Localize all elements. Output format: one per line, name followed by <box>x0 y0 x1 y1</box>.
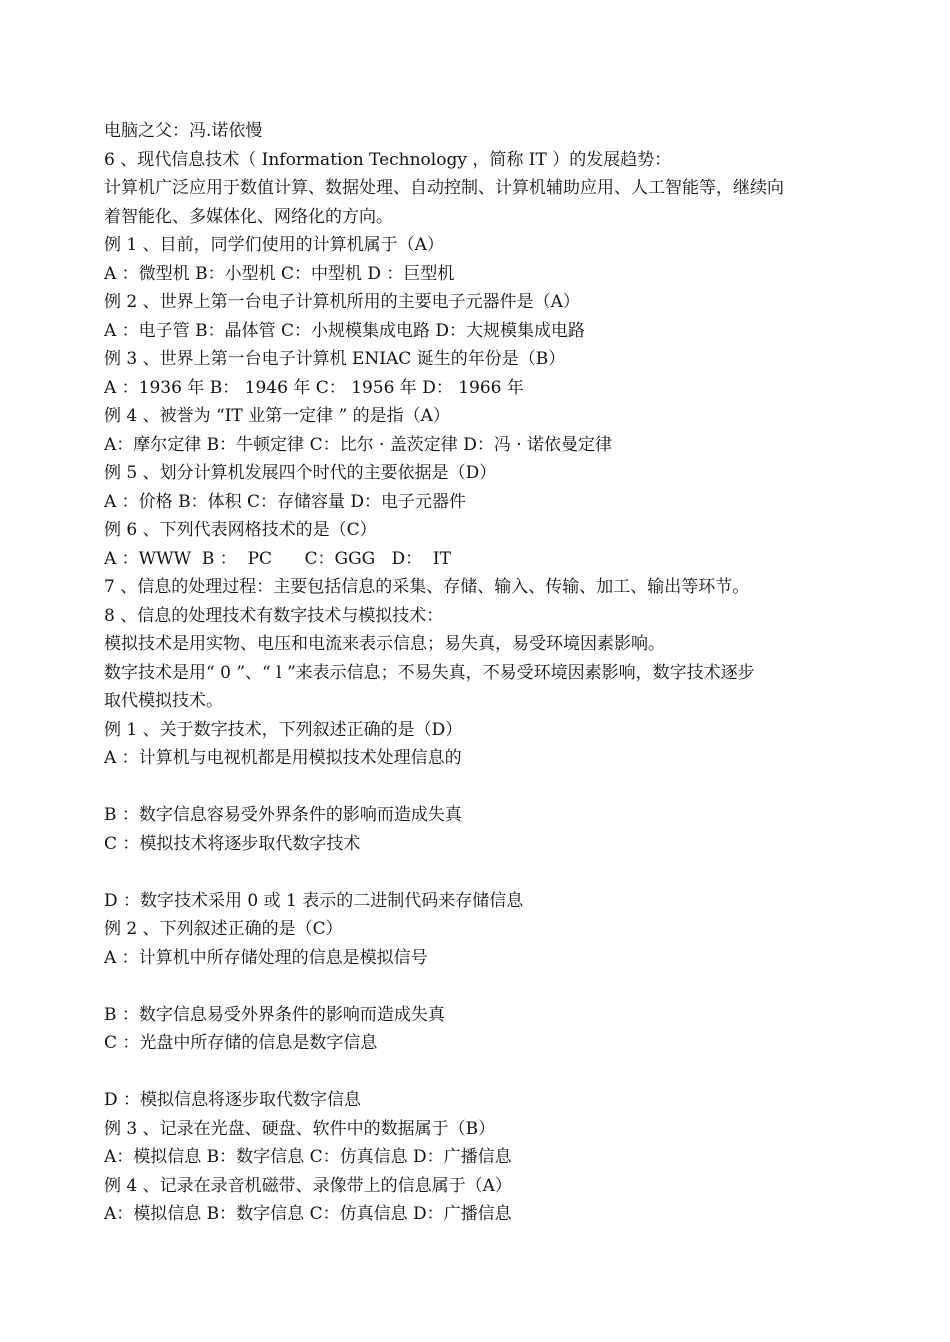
document-body <box>104 117 864 1229</box>
question-line: 例 1 、目前，同学们使用的计算机属于（A） <box>104 235 444 255</box>
question-line: 例 2 、下列叙述正确的是（C） <box>104 919 343 939</box>
answer-option: D ：模拟信息将逐步取代数字信息 <box>104 1090 362 1110</box>
question-line: 例 1 、关于数字技术，下列叙述正确的是（D） <box>104 719 463 740</box>
text-line: 取代模拟技术。 <box>104 691 223 711</box>
blank-line <box>104 773 864 802</box>
question-line: 例 4 、记录在录音机磁带、录像带上的信息属于（A） <box>104 1175 512 1196</box>
text-line: 着智能化、多媒体化、网络化的方向。 <box>104 206 393 227</box>
answer-options: A：模拟信息 B：数字信息 C：仿真信息 D：广播信息 <box>104 1147 512 1167</box>
answer-options: A ：价格 B：体积 C：存储容量 D：电子元器件 <box>104 491 467 512</box>
answer-option: C ：光盘中所存储的信息是数字信息 <box>104 1033 378 1053</box>
answer-option: D ：数字技术采用 0 或 1 表示的二进制代码来存储信息 <box>104 890 524 911</box>
question-line: 例 3 、世界上第一台电子计算机 ENIAC 诞生的年份是（B） <box>104 349 566 369</box>
answer-options: A：摩尔定律 B：牛顿定律 C：比尔 · 盖茨定律 D：冯 · 诺依曼定律 <box>104 434 613 455</box>
question-line: 例 4 、被誉为 “IT 业第一定律 ” 的是指（A） <box>104 406 450 426</box>
answer-option: A ：计算机与电视机都是用模拟技术处理信息的 <box>104 748 462 768</box>
text-line: 6 、现代信息技术（ Information Technology ，简称 IT ）的发展趋势： <box>104 149 672 170</box>
answer-options: A ：1936 年 B： 1946 年 C： 1956 年 D： 1966 年 <box>104 377 524 398</box>
text-line: 模拟技术是用实物、电压和电流来表示信息；易失真，易受环境因素影响。 <box>104 634 665 654</box>
answer-option: B ：数字信息易受外界条件的影响而造成失真 <box>104 1004 445 1025</box>
question-line: 例 3 、记录在光盘、硬盘、软件中的数据属于（B） <box>104 1118 496 1139</box>
answer-option: C ：模拟技术将逐步取代数字技术 <box>104 833 361 854</box>
question-line: 例 5 、划分计算机发展四个时代的主要依据是（D） <box>104 463 497 483</box>
question-line: 例 2 、世界上第一台电子计算机所用的主要电子元器件是（A） <box>104 292 580 312</box>
answer-options: A ：WWW B ： PC C：GGG D： IT <box>104 548 451 569</box>
text-line: 8 、信息的处理技术有数字技术与模拟技术： <box>104 605 444 626</box>
answer-options: A ：微型机 B：小型机 C：中型机 D ：巨型机 <box>104 263 455 284</box>
answer-options: A：模拟信息 B：数字信息 C：仿真信息 D：广播信息 <box>104 1204 512 1224</box>
text-line: 电脑之父：冯.诺依慢 <box>104 121 263 141</box>
question-line: 例 6 、下列代表网格技术的是（C） <box>104 520 377 540</box>
text-line: 计算机广泛应用于数值计算、数据处理、自动控制、计算机辅助应用、人工智能等，继续向 <box>104 178 784 198</box>
answer-options: A ：电子管 B：晶体管 C：小规模集成电路 D：大规模集成电路 <box>104 320 586 341</box>
text-line: 7 、信息的处理过程：主要包括信息的采集、存储、输入、传输、加工、输出等环节。 <box>104 577 750 597</box>
blank-line <box>104 972 864 1001</box>
text-line: 数字技术是用“ 0 ”、“ l ”来表示信息；不易失真，不易受环境因素影响，数字技术逐步 <box>104 662 755 683</box>
answer-option: B ：数字信息容易受外界条件的影响而造成失真 <box>104 805 462 825</box>
answer-option: A ：计算机中所存储处理的信息是模拟信号 <box>104 947 428 968</box>
blank-line <box>104 858 864 887</box>
blank-line <box>104 1058 864 1087</box>
